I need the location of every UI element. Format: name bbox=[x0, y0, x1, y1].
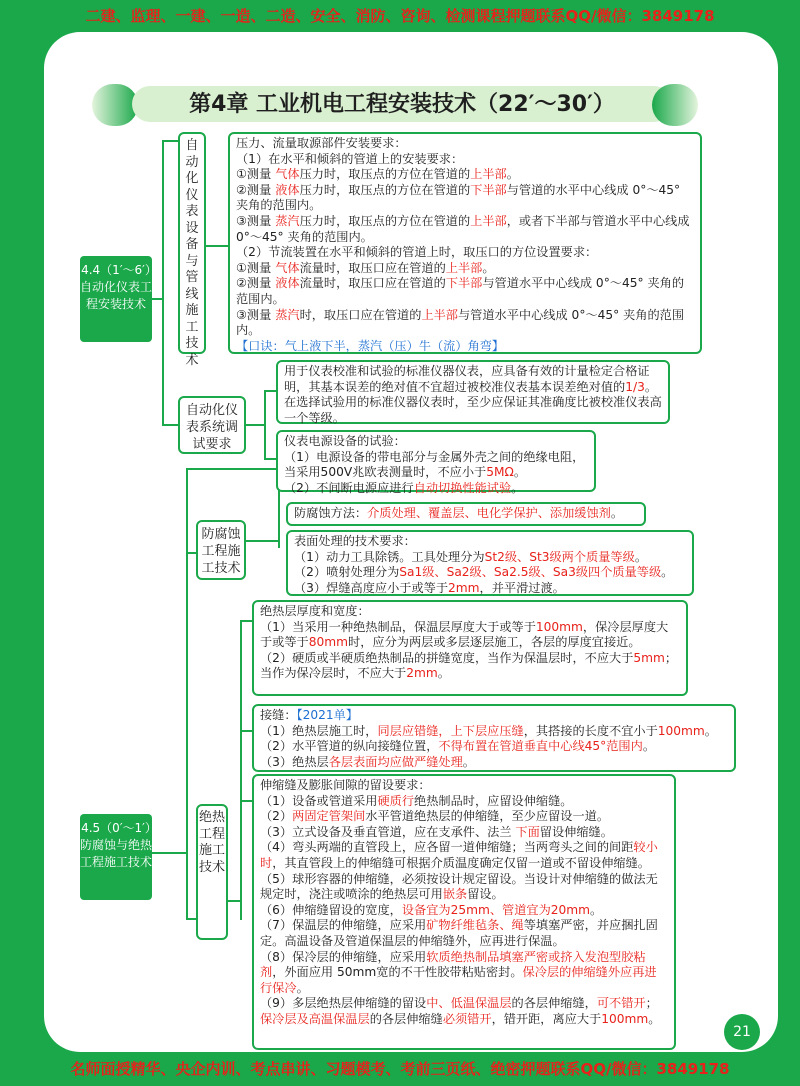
joint-box: 接缝：【2021单】 （1）绝热层施工时，同层应错缝，上下层应压缝，其搭接的长度不宜小于100mm。 （2）水平管道的纵向接缝位置，不得布置在管道垂直中心线45°范围内。 （3）绝热层各层表面均应做严缝处理。 bbox=[252, 704, 736, 772]
text-line: （1）在水平和倾斜的管道上的安装要求： bbox=[236, 151, 464, 166]
thickness-width-box: 绝热层厚度和宽度： （1）当采用一种绝热制品，保温层厚度大于或等于100mm，保冷层厚度大于或等于80mm时，应分为两层或多层逐层施工，各层的厚度宜接近。 （2）硬质或半硬质绝热制品的拼缝宽度，当作为保温层时，不应大于5mm；当作为保冷层时，不应大于2mm。 bbox=[252, 600, 688, 696]
pressure-flow-box bbox=[228, 132, 702, 354]
connector-cat2 bbox=[246, 424, 266, 426]
text-line: （1）设备或管道采用硬质行绝热制品时，应留设伸缩缝。 bbox=[260, 793, 573, 808]
text-line: （2）节流装置在水平和倾斜的管道上时，取压口的方位设置要求： bbox=[236, 245, 598, 260]
text-line: （9）多层绝热层伸缩缝的留设中、低温保温层的各层伸缩缝，可不错开；保冷层及高温保温层的各层伸缩缝必须错开，错开距，离应大于100mm。 bbox=[260, 996, 661, 1026]
connector-44 bbox=[162, 140, 164, 425]
surface-treatment-box: 表面处理的技术要求： （1）动力工具除锈。工具处理分为St2级、St3级两个质量等级。 （2）喷射处理分为Sa1级、Sa2级、Sa2.5级、Sa3级四个质量等级。 （3）焊缝高度应小于或等于2mm，并平滑过渡。 bbox=[286, 530, 694, 596]
text-line: （2）两固定管架间水平管道绝热层的伸缩缝，至少应留设一道。 bbox=[260, 809, 610, 824]
connector-45-top bbox=[186, 468, 278, 470]
category-anticorrosion: 防腐蚀工程施工技术 bbox=[196, 520, 246, 580]
power-test-title: 仪表电源设备的试验： bbox=[284, 434, 406, 448]
footer-banner: 名师面授精华、央企内训、考点串讲、习题模考、考前三页纸、绝密押题联系QQ/微信：3849178 bbox=[70, 1060, 730, 1078]
calibration-box bbox=[276, 360, 670, 424]
expansion-joint-box: 伸缩缝及膨胀间隙的留设要求： （1）设备或管道采用硬质行绝热制品时，应留设伸缩缝。 （2）两固定管架间水平管道绝热层的伸缩缝，至少应留设一道。 （3）立式设备及垂直管道，应在支承件、法兰 下面留设伸缩缝。 （4）弯头两端的直管段上，应各留一道伸缩缝；当两弯头之间的间距较小时，其直管段上的伸缩缝可根据介质温度确定仅留一道或不留设伸缩缝。 （5）球形容器的伸缩缝，必须按设计规定留设。当设计对伸缩缝的做法无规定时，浇注或喷涂的绝热层可用嵌条留设。 （6）伸缩缝留设的宽度，设备宜为25mm、管道宜为20mm。 （7）保温层的伸缩缝，应采用矿物纤维毡条、绳等填塞严密，并应捆扎固定。高温设备及管道保温层的伸缩缝外，应再进行保温。 （8）保冷层的伸缩缝，应采用软质绝热制品填塞严密或挤入发泡型胶粘剂，外面应用 50mm宽的不干性胶带粘贴密封。保冷层的伸缩缝外应再进行保冷。 （9）多层绝热层伸缩缝的留设中、低温保温层的各层伸缩缝，可不错开；保冷层及高温保温层的各层伸缩缝必须错开，错开距，离应大于100mm。 bbox=[252, 774, 676, 1050]
calibration-text-2: 。在选择试验用的标准仪器仪表时，至少应保证其准确度比被校准仪表高一个等级。 bbox=[284, 379, 662, 425]
connector-45 bbox=[186, 468, 188, 918]
mnemonic: 【口诀：气上液下半，蒸汽（压）牛（流）角弯】 bbox=[236, 338, 505, 353]
power-test-line-1: （1）电源设备的带电部分与金属外壳之间的绝缘电阻，当采用500V兆欧表测量时，不应小于5MΩ。 bbox=[284, 449, 585, 480]
calibration-ratio: 1/3 bbox=[625, 379, 645, 394]
connector-insul bbox=[228, 900, 242, 902]
text-line: ③测量 蒸汽时，取压口应在管道的上半部与管道水平中心线成 0°～45° 夹角的范围内。 bbox=[236, 307, 685, 338]
anticorrosion-method-box: 防腐蚀方法：介质处理、覆盖层、电化学保护、添加缓蚀剂。 bbox=[286, 502, 646, 526]
chapter-title: 第4章 工业机电工程安装技术（22′～30′） bbox=[189, 92, 615, 117]
text-line: （7）保温层的伸缩缝，应采用矿物纤维毡条、绳等填塞严密，并应捆扎固定。高温设备及管道保温层的伸缩缝外，应再进行保温。 bbox=[260, 918, 658, 948]
text-line: （6）伸缩缝留设的宽度，设备宜为25mm、管道宜为20mm。 bbox=[260, 902, 603, 917]
text-line: ②测量 液体流量时，取压口应在管道的下半部与管道水平中心线成 0°～45° 夹角的范围内。 bbox=[236, 276, 685, 306]
expansion-joint-lines bbox=[260, 794, 668, 1028]
exam-tag: 【2021单】 bbox=[296, 708, 359, 722]
section-45-label: 4.5（0′～1′）防腐蚀与绝热工程施工技术 bbox=[80, 814, 152, 900]
text-line: ③测量 蒸汽压力时，取压点的方位在管道的上半部，或者下半部与管道水平中心线成 0°～45° 夹角的范围内。 bbox=[236, 213, 690, 244]
text-line: ②测量 液体压力时，取压点的方位在管道的下半部与管道的水平中心线成 0°～45° 夹角的范围内。 bbox=[236, 182, 681, 213]
text-line: （4）弯头两端的直管段上，应各留一道伸缩缝；当两弯头之间的间距较小时，其直管段上的伸缩缝可根据介质温度确定仅留一道或不留设伸缩缝。 bbox=[260, 840, 658, 870]
connector-anticorr bbox=[246, 540, 280, 542]
connector-insul-v bbox=[240, 620, 242, 920]
connector-cat1 bbox=[204, 245, 228, 247]
power-test-line-2: （2）不间断电源应进行自动切换性能试验。 bbox=[284, 480, 524, 495]
text-line: ①测量 气体压力时，取压点的方位在管道的上半部。 bbox=[236, 167, 519, 182]
section-44-label: 4.4（1′～6′）自动化仪表工程安装技术 bbox=[80, 256, 152, 342]
category-system-debug: 自动化仪表系统调试要求 bbox=[178, 396, 246, 454]
pressure-flow-lines bbox=[236, 136, 694, 339]
text-line: ①测量 气体流量时，取压口应在管道的上半部。 bbox=[236, 260, 495, 275]
category-insulation: 绝热工程施工技术 bbox=[196, 804, 228, 940]
chapter-title-banner bbox=[92, 84, 702, 126]
page-number: 21 bbox=[724, 1014, 760, 1050]
text-line: （3）立式设备及垂直管道，应在支承件、法兰 下面留设伸缩缝。 bbox=[260, 824, 613, 839]
text-line: （8）保冷层的伸缩缝，应采用软质绝热制品填塞严密或挤入发泡型胶粘剂，外面应用 50mm宽的不干性胶带粘贴密封。保冷层的伸缩缝外应再进行保冷。 bbox=[260, 949, 657, 995]
text-line: （5）球形容器的伸缩缝，必须按设计规定留设。当设计对伸缩缝的做法无规定时，浇注或喷涂的绝热层可用嵌条留设。 bbox=[260, 871, 658, 902]
text-line: 压力、流量取源部件安装要求： bbox=[236, 136, 407, 150]
category-instrument-install: 自动化仪表设备与管线施工技术 bbox=[178, 132, 206, 354]
header-banner: 二建、监理、一建、一造、二造、安全、消防、咨询、检测课程押题联系QQ/微信：3849178 bbox=[85, 7, 715, 25]
power-test-box bbox=[276, 430, 596, 495]
calibration-text-1: 用于仪表校准和试验的标准仪器仪表，应具备有效的计量检定合格证明，其基本误差的绝对值不宜超过被校准仪表基本误差绝对值的 bbox=[284, 364, 650, 394]
title-right-decoration bbox=[652, 84, 698, 126]
